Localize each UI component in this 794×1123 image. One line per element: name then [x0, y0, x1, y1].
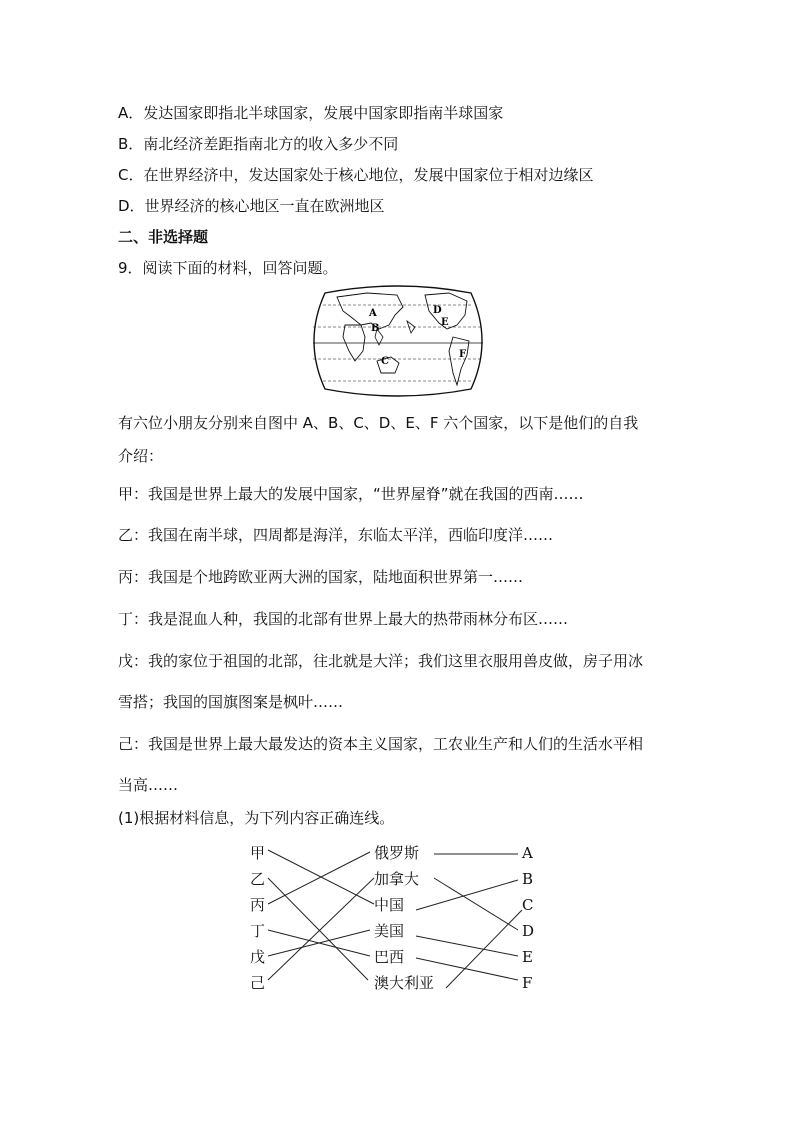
statement-yi: 乙：我国在南半球，四周都是海洋，东临太平洋，西临印度洋……	[118, 526, 554, 544]
letter-label-5: E	[522, 948, 533, 966]
map-label-b: B	[371, 323, 380, 334]
person-label-4: 丁	[250, 922, 266, 940]
world-map	[307, 285, 489, 397]
link-jianada-d	[434, 878, 518, 930]
country-label-1: 俄罗斯	[374, 844, 420, 862]
country-label-5: 巴西	[374, 948, 405, 966]
map-label-d: D	[433, 305, 442, 316]
country-label-6: 澳大利亚	[374, 974, 435, 992]
person-label-1: 甲	[250, 844, 266, 862]
statement-wu-1: 戊：我的家位于祖国的北部，往北就是大洋；我们这里衣服用兽皮做，房子用冰	[118, 652, 644, 670]
person-label-3: 丙	[250, 896, 266, 914]
intro-line-1: 有六位小朋友分别来自图中 A、B、C、D、E、F 六个国家，以下是他们的自我	[118, 414, 639, 432]
map-label-e: E	[441, 317, 449, 328]
option-b: B．南北经济差距指南北方的收入多少不同	[118, 135, 399, 153]
statement-ji-1: 己：我国是世界上最大最发达的资本主义国家，工农业生产和人们的生活水平相	[118, 735, 644, 753]
option-c: C．在世界经济中，发达国家处于核心地位，发展中国家位于相对边缘区	[118, 166, 594, 184]
statement-bing: 丙：我国是个地跨欧亚两大洲的国家，陆地面积世界第一……	[118, 568, 524, 586]
letter-label-6: F	[522, 974, 533, 992]
question-9-prompt: 9．阅读下面的材料，回答问题。	[118, 259, 338, 277]
intro-line-2: 介绍：	[118, 447, 164, 465]
matching-diagram	[240, 838, 560, 998]
person-label-6: 己	[250, 974, 266, 992]
map-label-a: A	[369, 308, 377, 319]
person-label-2: 乙	[250, 870, 266, 888]
link-zhongguo-b	[416, 880, 518, 910]
link-ji-jianada	[268, 878, 374, 980]
letter-label-4: D	[522, 922, 535, 940]
link-meiguo-e	[416, 936, 518, 956]
letter-label-2: B	[522, 870, 534, 888]
statement-jia: 甲：我国是世界上最大的发展中国家，“世界屋脊”就在我国的西南……	[118, 485, 584, 503]
map-label-c: C	[381, 356, 389, 367]
country-label-3: 中国	[374, 896, 405, 914]
person-label-5: 戊	[250, 948, 266, 966]
statement-ding: 丁：我是混血人种，我国的北部有世界上最大的热带雨林分布区……	[118, 610, 569, 628]
section-title: 二、非选择题	[118, 228, 209, 246]
link-aodaliya-c	[446, 910, 522, 988]
letter-label-3: C	[522, 896, 534, 914]
letter-label-1: A	[522, 844, 533, 862]
statement-wu-2: 雪搭；我国的国旗图案是枫叶……	[118, 693, 344, 711]
country-label-2: 加拿大	[374, 870, 420, 888]
option-a: A．发达国家即指北半球国家，发展中国家即指南半球国家	[118, 104, 504, 122]
sub-question-1: (1)根据材料信息，为下列内容正确连线。	[118, 809, 395, 827]
option-d: D．世界经济的核心地区一直在欧洲地区	[118, 197, 385, 215]
country-label-4: 美国	[374, 922, 405, 940]
map-label-f: F	[459, 349, 467, 360]
statement-ji-2: 当高……	[118, 776, 179, 794]
